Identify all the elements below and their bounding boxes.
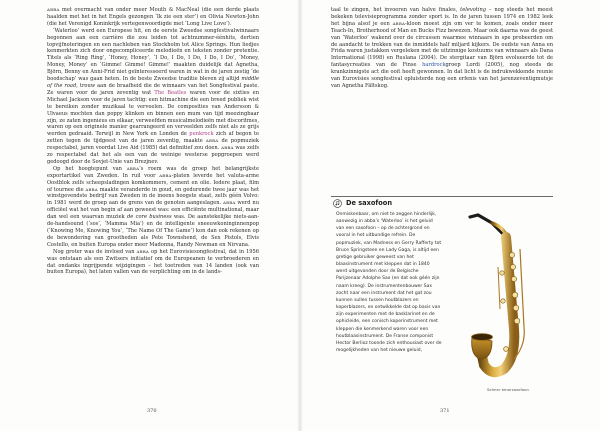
text-run: abba [136,248,150,255]
text-run: abba [223,200,236,207]
left-page-paragraph [47,249,259,277]
text-run: – nog steeds het meest bekeken televisieprogramma zonder sport is. In de jaren tussen 1974 en 1982 leek het bijna alsof je een [331,7,553,27]
text-run: Nog groter was de invloed van [53,248,137,255]
left-page-paragraph [47,166,259,249]
section-rule [331,196,553,197]
text-run: taal te zingen, het invoeren van halve finales, [331,7,461,13]
text-run[interactable]: punkrock [189,131,214,138]
left-page-paragraph [47,7,259,28]
text-run: was. De aanstekelijke niets-aan-de-handsound (‘sos’, ‘Mamma Mia’) en de intelligente sneeuwkoninginnenpop (‘Knowing Me, Knowing You’, ‘The Name Of The Game’) kon dan ook rekenen op de bewondering van grootheden als Pete Townshend, de Sex Pistols, Elvis Costello, en buiten Europa onder meer Madonna, Randy Newman en Nirvana. [47,214,259,248]
text-run: groep Lordi (2005), nog steeds de krankzinnigste act die ooit heeft gewonnen. In dat licht is de indrukwekkende reunie van Eurovisies songfestival opluisterde nog een erfenis van het jarenzeventigmutsje van Agnetha Fältskog. [331,62,553,89]
text-run: televoting [460,7,487,13]
saxophone-illustration [462,209,546,385]
text-run: abba [392,20,406,27]
text-run: abba [126,165,140,172]
saxophone-image [462,209,546,385]
left-page-paragraph [47,28,259,166]
text-run[interactable]: The Beatles [154,89,187,96]
text-run: werd nu officiëel wat het van begin af aan geweest was: een efficiënte multinational, maar dan wel een waarvan muziek [47,200,259,221]
text-run: abba [159,172,172,179]
text-run: middle of the road [47,76,259,89]
text-run: Op het hoogtepunt van [53,165,127,172]
text-run: , trouw aan de braafheid die de winnaars van het Songfestival paste. Ze waren voor de jaren zeventig wat [47,82,259,96]
text-run: abba [205,138,219,145]
text-run: maakte veranderde in goud, en gedurende twee jaar was het winstgevendste bedrijf van Zweden in de ineens hoogste staat, zelfs géén Volvo: in 1981 werd de groep aan de grens van de genoten aangeslagen. [47,186,260,207]
music-note-icon [333,199,342,208]
text-run: ’s roem was de groep het belangrijkste exportartikel van Zweden. In ruil voor [47,165,259,179]
text-run: zich af begon te zetten tegen de tijdgeest van de jaren zeventig, maakte [47,131,259,145]
right-page-body [331,7,553,90]
section-header [331,196,553,210]
text-run: was zelfs zo respectabel dat het als een van de weinige westerse popgroepen werd gedoogd door de Sovjet-Unie van Brezjnev. [47,145,260,165]
text-run: -platen leverde het valuta-arme Oostblok zelfs scheepsladingen komkommers, cement en olie. Iedere plaat, film of tournee die [47,172,259,193]
text-run: waren voor de sixties en Michael Jackson voor de jaren tachtig: een hitmachine die een breed publiek wist te bereiken zonder muzikaal te verveelen. De composities van Andersson & Ulvaeus mochten dan poppy klinken en binnen een mum van tijd meezingbaar zijn, ze zaten ingenieus en elkaar, verweefden musicalmelodieën met discoritmes, waren op een originele manier gearrangeerd en verveelden zelfs niet als ze grijs werden gedraaid. Terwijl in New York en Londen de [47,89,259,138]
text-run: op het Eurovisiesongfestival, dat in 1956 was ontstaan als een Zwitsers initiatief om de Europeanen te verbroederen en dat ondanks ingrijpende wijzigingen – het toetreden van 14 landen (ook van buiten Europa), het laten vallen van de verplichting om in de lands- [47,248,259,276]
text-run: -kloon moest zijn om ver te komen, zoals onder meer Teach-In, Brotherhood of Man en Bucks Fizz bewezen. Maar ook daarna was de geest van ‘Waterloo’ wakend over de circussen waarmee winnaars in spe probeerden om de aandacht te trekken van de inmiddels half miljard kijkers. De oudste van Anna en Frida waren justakken vergeleken met de uitzinnige kostuums van winnaars als Dana International (1998) en Ruslana (2004). De stergitaar van Björn evolueerde tot de fantasycreaties van de Finse [331,20,553,69]
text-run: met overmacht van onder meer Mouth & MacNeal (die een derde plaats haalden met het in het Engels gezongen ‘Ik zie een ster’) en Olivia Newton-John (die het Verenigd Koninkrijk vertegenwoordigde met ‘Long Live Love’). [47,7,259,27]
page-number-right: 371 [440,408,450,414]
image-caption: Selmer tenorsaxofoon [487,387,529,392]
text-run: abba [221,145,234,152]
text-run[interactable]: hardrock [422,62,446,69]
book-gutter [297,0,303,431]
text-run: abba [85,186,98,193]
text-run: ‘Waterloo’ werd een Europese hit, en de eerste Zweedse songfestivalwinnaars begonnen aan een carrière die zou leiden tot achtnummer-éénhits, dertien topvijfnoteringen en een nachleben van Stockholm tot Alice Springs. Hun liedjes kenmerkten zich door ongecompliceerde melodieën en teksten zonder pretentie. Titels als ‘Ring Ring’, ‘Honey, Honey’, ‘I Do, I Do, I Do, I Do, I Do’, ‘Money, Money, Money’ en ‘Gimme! Gimme! Gimme!’ maakten duidelijk dat Agnetha, Björn, Benny en Anni-Frid niet geïnteresseerd waren in wat in de jaren zestig ‘de boodschap’ was gaan heten. In de beste Zweedse traditie bleven zij altijd [47,27,259,83]
left-page-body [47,7,259,276]
section-title: De saxofoon [346,199,393,207]
text-run: abba [47,7,60,13]
page-number-left: 370 [147,408,157,414]
text-run: de popmuziek respectabel, jaren voordat Live Aid (1985) dat definitief zou doen. [47,138,259,152]
text-run: de core business [127,214,172,221]
saxophone-section-body: Onmiskenbaar, om niet te zeggen hinderlijk, aanwezig in abba’s ‘Waterloo’ is het geluid van een saxofoon – op de achtergrond en vooral in het uitbundige refrein. De popmuziek, van Madness en Gerry Rafferty tot Bruce Springsteen en Lady Gaga, is altijd een gretige gebruiker geweest van het blaasinstrument met kleppen dat in 1840 werd uitgevonden door de Belgische Parijzenaar Adolphe Sax (en dat ook géén zijn naam kreeg). De instrumentenbouwer Sax zocht naar een instrument dat het gat zou kunnen sullen tussen houtblazers en koperblazers, en ontwikkelde dat op basis van zijn experimenten met de basklarinet en de ophicleide, een conisch koperinstrument met kleppen die kenmerkend waren voor een houtblaasinstrument. De Franse componist Hector Berlioz toonde zich enthousiast over de mogelijkheden van het nieuwe geluid, [336,212,442,353]
right-page-paragraph [331,7,553,90]
